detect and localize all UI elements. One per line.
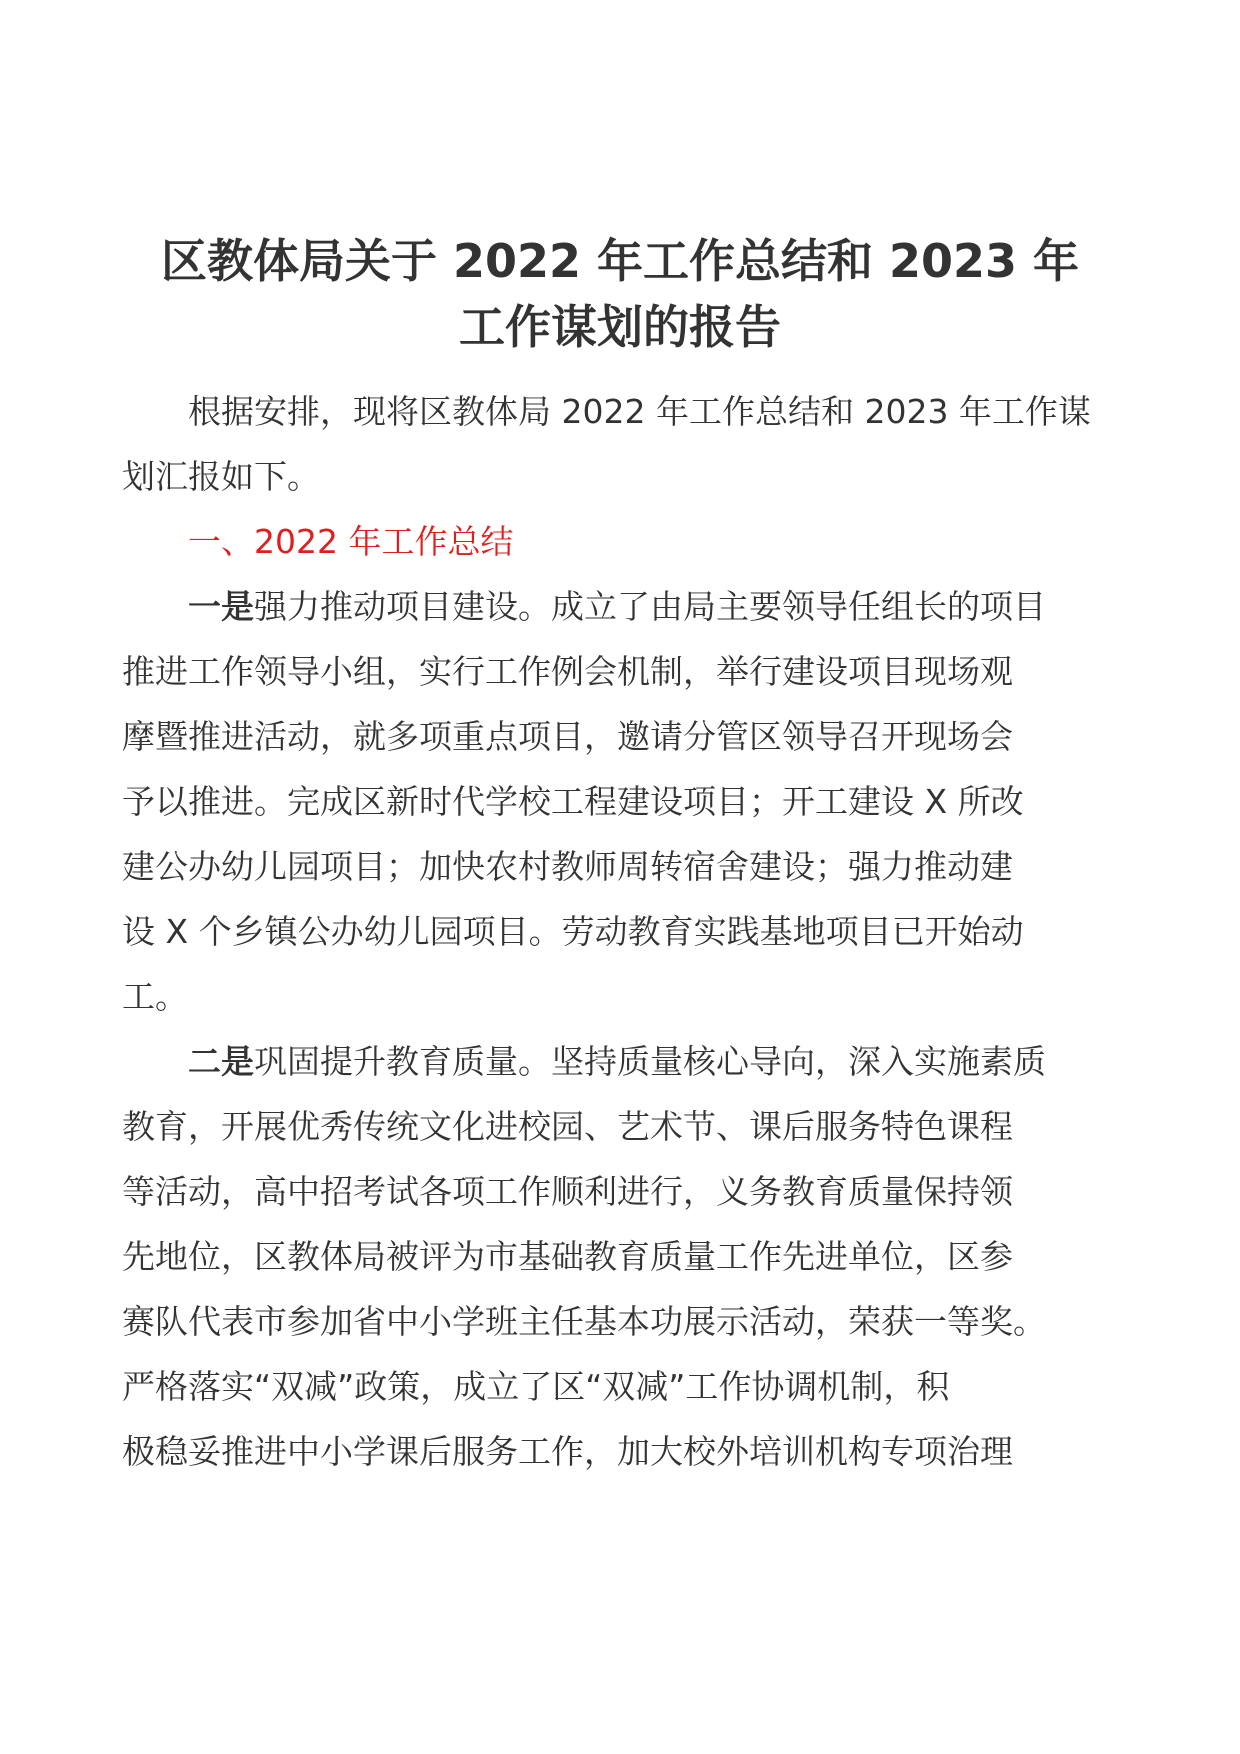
paragraph-1-lead: 一是 [188, 587, 254, 626]
paragraph-2-line: 赛队代表市参加省中小学班主任基本功展示活动，荣获一等奖。 [122, 1302, 1046, 1341]
paragraph-1-line: 摩暨推进活动，就多项重点项目，邀请分管区领导召开现场会 [122, 717, 1013, 756]
document-title [150, 228, 1090, 360]
paragraph-2 [122, 1029, 1095, 1484]
paragraph-2-lead: 二是 [188, 1042, 254, 1081]
section-heading [155, 509, 1095, 574]
paragraph-2-line: 等活动，高中招考试各项工作顺利进行，义务教育质量保持领 [122, 1172, 1013, 1211]
title-line-2: 工作谋划的报告 [459, 300, 781, 354]
paragraph-1-line: 设 X 个乡镇公办幼儿园项目。劳动教育实践基地项目已开始动 [122, 912, 1024, 951]
paragraph-1-line: 予以推进。完成区新时代学校工程建设项目；开工建设 X 所改 [122, 782, 1024, 821]
paragraph-2-line: 先地位，区教体局被评为市基础教育质量工作先进单位，区参 [122, 1237, 1013, 1276]
paragraph-1 [122, 574, 1095, 1029]
paragraph-2-first-line-text: 巩固提升教育质量。坚持质量核心导向，深入实施素质 [254, 1042, 1046, 1081]
intro-line: 划汇报如下。 [122, 457, 320, 496]
paragraph-1-line: 推进工作领导小组，实行工作例会机制，举行建设项目现场观 [122, 652, 1013, 691]
paragraph-1-line: 工。 [122, 977, 188, 1016]
paragraph-1-first-line-text: 强力推动项目建设。成立了由局主要领导任组长的项目 [254, 587, 1046, 626]
title-line-1: 区教体局关于 2022 年工作总结和 2023 年 [160, 234, 1080, 288]
paragraph-2-line: 教育，开展优秀传统文化进校园、艺术节、课后服务特色课程 [122, 1107, 1013, 1146]
section-heading-text: 一、2022 年工作总结 [188, 522, 514, 561]
paragraph-1-line: 建公办幼儿园项目；加快农村教师周转宿舍建设；强力推动建 [122, 847, 1013, 886]
paragraph-1-first-line [155, 574, 1095, 639]
intro-paragraph [122, 379, 1095, 509]
intro-line: 根据安排，现将区教体局 2022 年工作总结和 2023 年工作谋 [188, 392, 1091, 431]
paragraph-2-first-line [155, 1029, 1095, 1094]
document-body [122, 379, 1095, 1484]
paragraph-2-line: 严格落实“双减”政策，成立了区“双减”工作协调机制，积 [122, 1367, 950, 1406]
paragraph-2-line: 极稳妥推进中小学课后服务工作，加大校外培训机构专项治理 [122, 1432, 1013, 1471]
